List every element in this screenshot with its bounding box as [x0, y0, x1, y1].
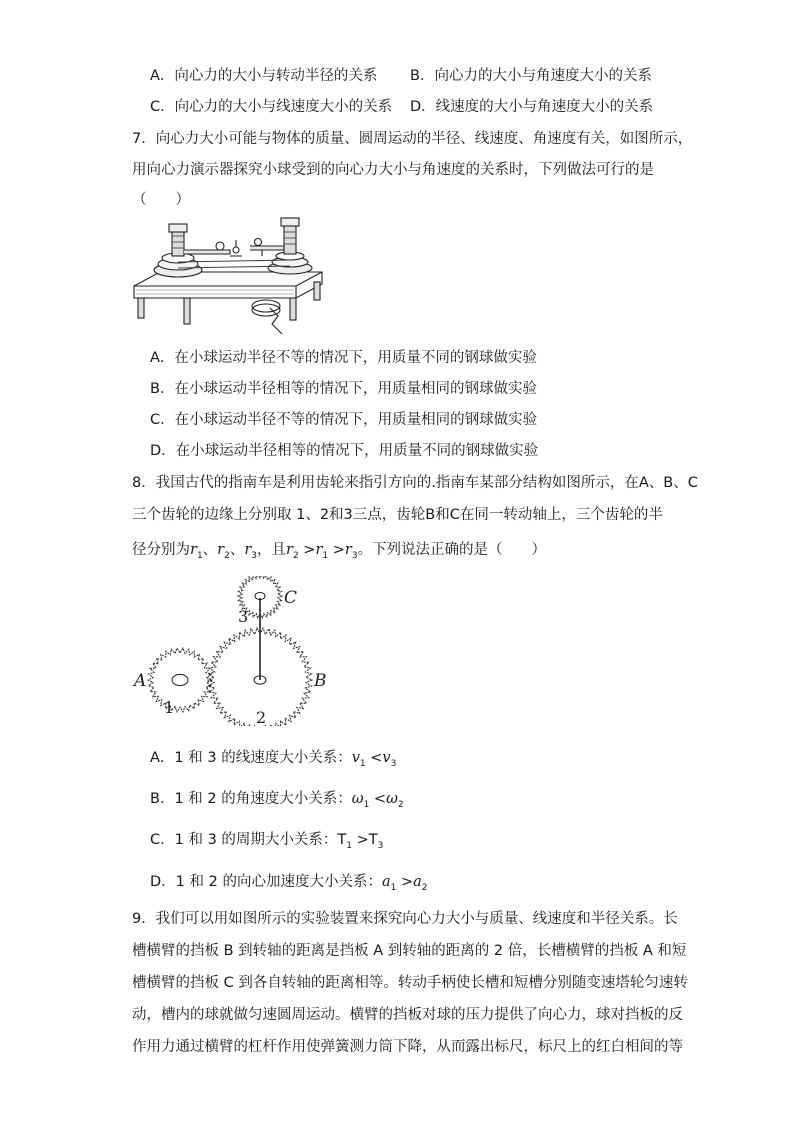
point-1-label: 1 — [164, 698, 175, 717]
q7-option-b: B．在小球运动半径相等的情况下，用质量相同的钢球做实验 — [150, 381, 537, 397]
point-3-label: 3 — [238, 607, 249, 626]
q6-option-a: A．向心力的大小与转动半径的关系 — [150, 68, 378, 84]
q8-option-d-text: D．1 和 2 的向心加速度大小关系： — [150, 874, 382, 890]
centripetal-force-apparatus-figure — [130, 216, 330, 334]
gear-system-figure — [128, 576, 338, 726]
q8-option-a-text: A．1 和 3 的线速度大小关系： — [150, 750, 352, 766]
q8-stem-line1: 8．我国古代的指南车是利用齿轮来指引方向的.指南车某部分结构如图所示，在A、B、C — [132, 475, 698, 491]
q6-option-b: B．向心力的大小与角速度大小的关系 — [410, 68, 652, 84]
q9-stem-line1: 9．我们可以用如图所示的实验装置来探究向心力大小与质量、线速度和半径关系。长 — [132, 911, 678, 927]
q8-stem-line3-suffix: 。下列说法正确的是（ ） — [357, 542, 547, 558]
q7-option-d: D．在小球运动半径相等的情况下，用质量不同的钢球做实验 — [150, 443, 539, 459]
q8-stem-line3-prefix: 径分别为 — [132, 542, 190, 558]
gear-a-label: A — [134, 671, 147, 691]
q8-option-c-text: C．1 和 3 的周期大小关系： — [150, 832, 338, 848]
q8-option-c: C．1 和 3 的周期大小关系：$T_1 >T_3$ — [150, 832, 384, 851]
point-2-label: 2 — [256, 708, 267, 726]
q7-option-c: C．在小球运动半径不等的情况下，用质量相同的钢球做实验 — [150, 412, 538, 428]
q8-option-b-text: B．1 和 2 的角速度大小关系： — [150, 791, 352, 807]
q8-stem-line2: 三个齿轮的边缘上分别取 1、2和3三点，齿轮B和C在同一转动轴上，三个齿轮的半 — [132, 507, 663, 523]
q9-stem-line2: 槽横臂的挡板 B 到转轴的距离是挡板 A 到转轴的距离的 2 倍，长槽横臂的挡板 A 和短 — [132, 943, 687, 959]
gear-a — [148, 648, 212, 712]
gear-b-label: B — [314, 671, 327, 691]
q7-stem-line2: 用向心力演示器探究小球受到的向心力大小与角速度的关系时，下列做法可行的是 — [132, 162, 654, 178]
q8-option-b: B．1 和 2 的角速度大小关系：$\omega_1 <\omega_2$ — [150, 791, 404, 810]
q9-stem-line4: 动，槽内的球就做匀速圆周运动。横臂的挡板对球的压力提供了向心力，球对挡板的反 — [132, 1007, 683, 1023]
q8-option-a: A．1 和 3 的线速度大小关系：$v_1 <v_3$ — [150, 750, 397, 769]
q7-option-a: A．在小球运动半径不等的情况下，用质量不同的钢球做实验 — [150, 350, 537, 366]
q8-option-d: D．1 和 2 的向心加速度大小关系：$a_1 >a_2$ — [150, 874, 428, 893]
q6-option-c: C．向心力的大小与线速度大小的关系 — [150, 99, 393, 115]
q7-bracket: （ ） — [132, 192, 190, 208]
q6-option-d: D．线速度的大小与角速度大小的关系 — [410, 99, 654, 115]
q9-stem-line3: 槽横臂的挡板 C 到各自转轴的距离相等。转动手柄使长槽和短槽分别随变速塔轮匀速转 — [132, 975, 688, 991]
q7-stem-line1: 7．向心力大小可能与物体的质量、圆周运动的半径、线速度、角速度有关，如图所示， — [132, 131, 693, 147]
q9-stem-line5: 作用力通过横臂的杠杆作用使弹簧测力筒下降，从而露出标尺，标尺上的红白相间的等 — [132, 1039, 683, 1055]
gear-a-hub — [172, 674, 188, 685]
q8-stem-line3: 径分别为$r_1$、$r_2$、$r_3$，且$r_2 >r_1 >r_3$。下列说法正确的是（ ） — [132, 542, 547, 561]
gear-c-label: C — [284, 588, 298, 608]
